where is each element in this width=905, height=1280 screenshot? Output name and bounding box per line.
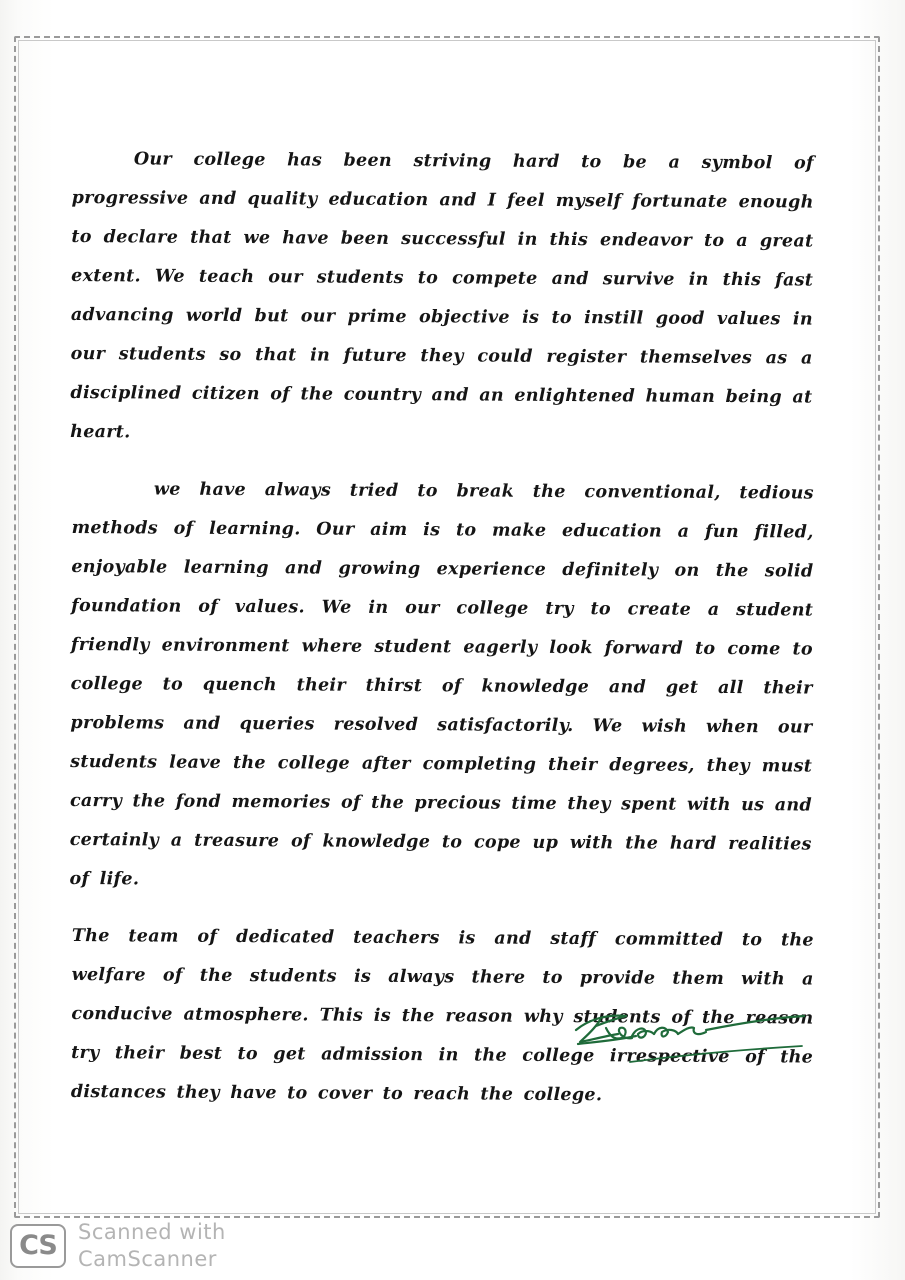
- paragraph-intro: Our college has been striving hard to be a symbol of progressive and quality education and I feel myself fortunate enough to declare that we have been successful in this endeavor to a great extent. We teach our students to compete and survive in this fast advancing world but our prime objective is to instill good values in our students so that in future they could register themselves as a disciplined citizen of the country and an enlightened human being at heart.: [70, 149, 814, 443]
- camscanner-watermark: [4, 1220, 244, 1276]
- camscanner-logo: CS: [10, 1224, 66, 1268]
- handwritten-signature: [566, 1000, 816, 1090]
- letter-body: [69, 140, 814, 1112]
- paragraph-learning: we have always tried to break the conventional, tedious methods of learning. Our aim is to make education a fun filled, enjoyable learning and growing experience definitely on the solid foundation of values. We in our college try to create a student friendly environment where student eagerly look forward to come to college to quench their thirst of knowledge and get all their problems and queries resolved satisfactorily. We wish when our students leave the college after completing their degrees, they must carry the fond memories of the precious time they spent with us and certainly a treasure of knowledge to cope up with the hard realities of life.: [69, 479, 814, 890]
- watermark-line-2: CamScanner: [78, 1247, 217, 1271]
- watermark-line-1: Scanned with: [78, 1220, 226, 1244]
- paragraph-team: The team of dedicated teachers is and staff committed to the welfare of the students is always there to provide them with a conducive atmosphere. This is the reason why students of the reason try their best to get admission in the college irrespective of the distances they have to cover to reach the college.: [70, 925, 814, 1106]
